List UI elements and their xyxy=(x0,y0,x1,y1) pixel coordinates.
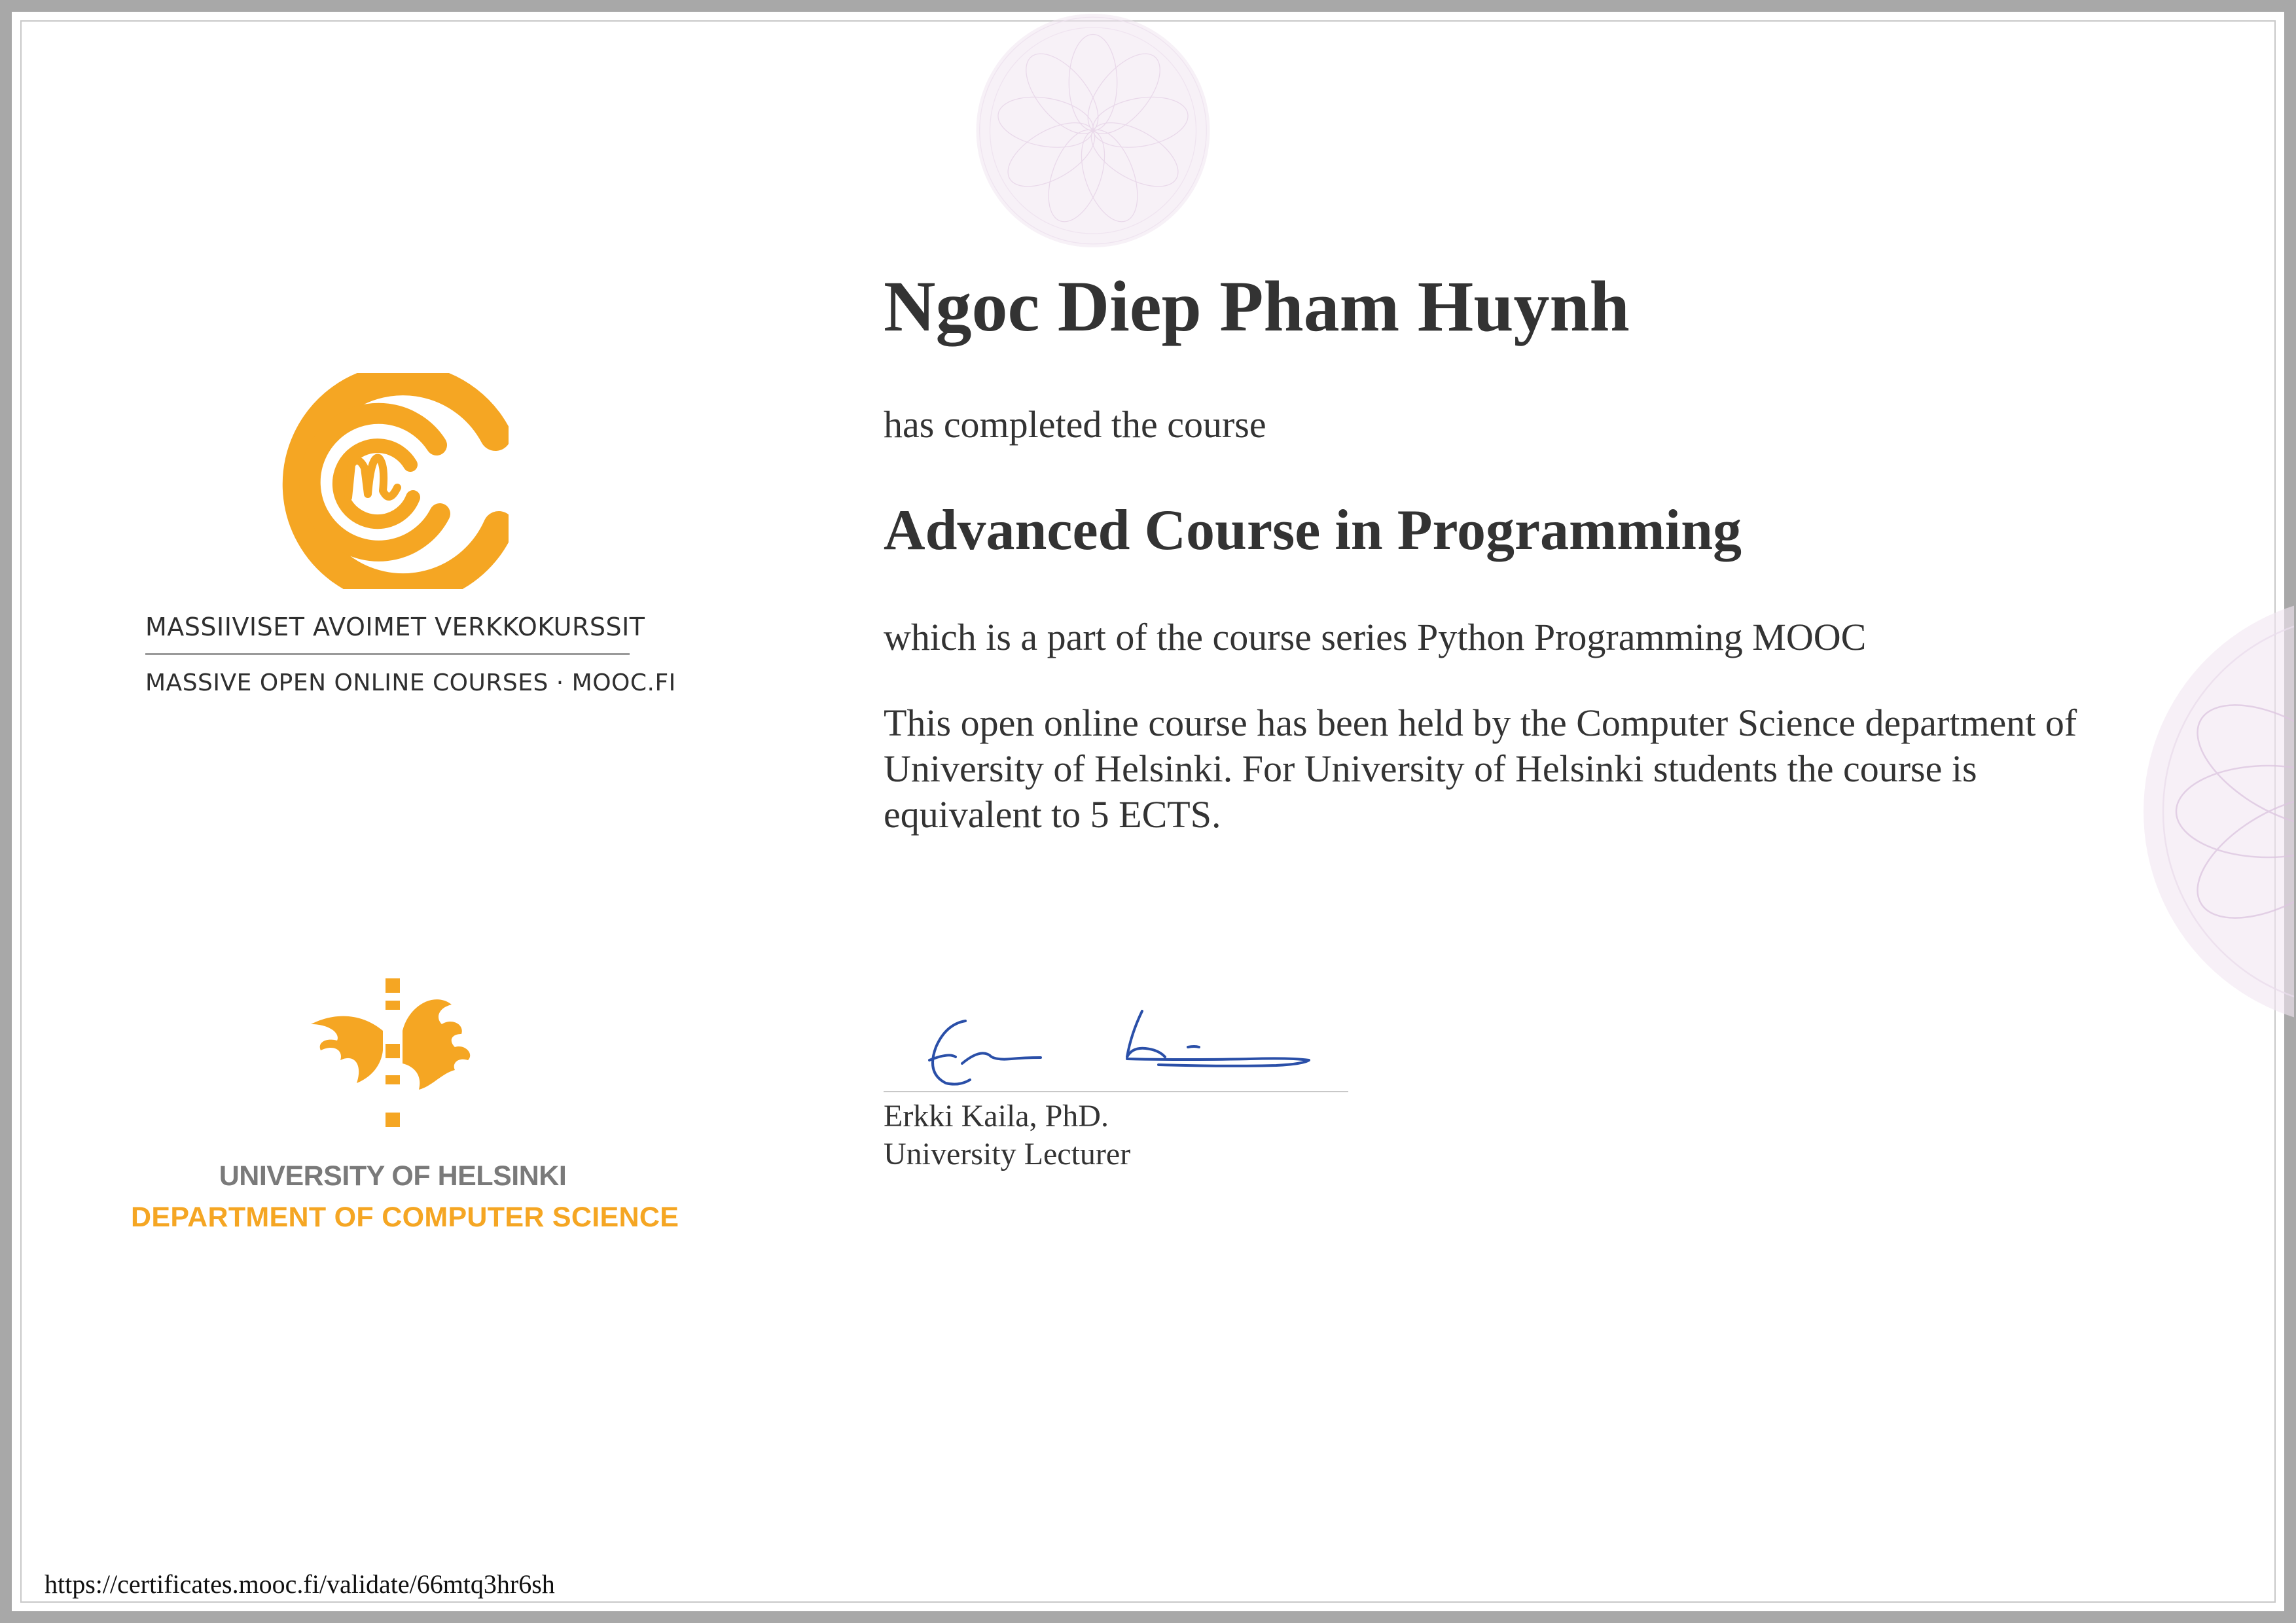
mooc-spiral-logo-icon xyxy=(273,373,509,589)
recipient-name: Ngoc Diep Pham Huynh xyxy=(884,266,1630,346)
university-flame-logo-icon xyxy=(311,978,475,1129)
validation-link[interactable]: https://certificates.mooc.fi/validate/66mtq3hr6sh xyxy=(45,1569,555,1599)
university-logo xyxy=(131,978,679,1234)
mooc-finnish-tagline: MASSIIVISET AVOIMET VERKKOKURSSIT xyxy=(145,613,630,655)
mooc-logo xyxy=(145,373,676,696)
signatory-name: Erkki Kaila, PhD. xyxy=(884,1099,1109,1133)
mooc-english-tagline: MASSIVE OPEN ONLINE COURSES · MOOC.FI xyxy=(145,669,676,696)
course-series: which is a part of the course series Python Programming MOOC xyxy=(884,616,1867,658)
signatory-title: University Lecturer xyxy=(884,1137,1131,1171)
handwritten-signature xyxy=(884,995,1348,1093)
course-description: This open online course has been held by the Computer Science department of University of Helsinki. For University of Helsinki students the course is equivalent to 5 ECTS. xyxy=(884,702,2077,836)
completion-statement: has completed the course xyxy=(884,403,1266,446)
department-name: DEPARTMENT OF COMPUTER SCIENCE xyxy=(131,1202,679,1233)
university-name: UNIVERSITY OF HELSINKI xyxy=(219,1160,567,1192)
signature-line xyxy=(884,1091,1348,1092)
course-title: Advanced Course in Programming xyxy=(884,499,1742,562)
